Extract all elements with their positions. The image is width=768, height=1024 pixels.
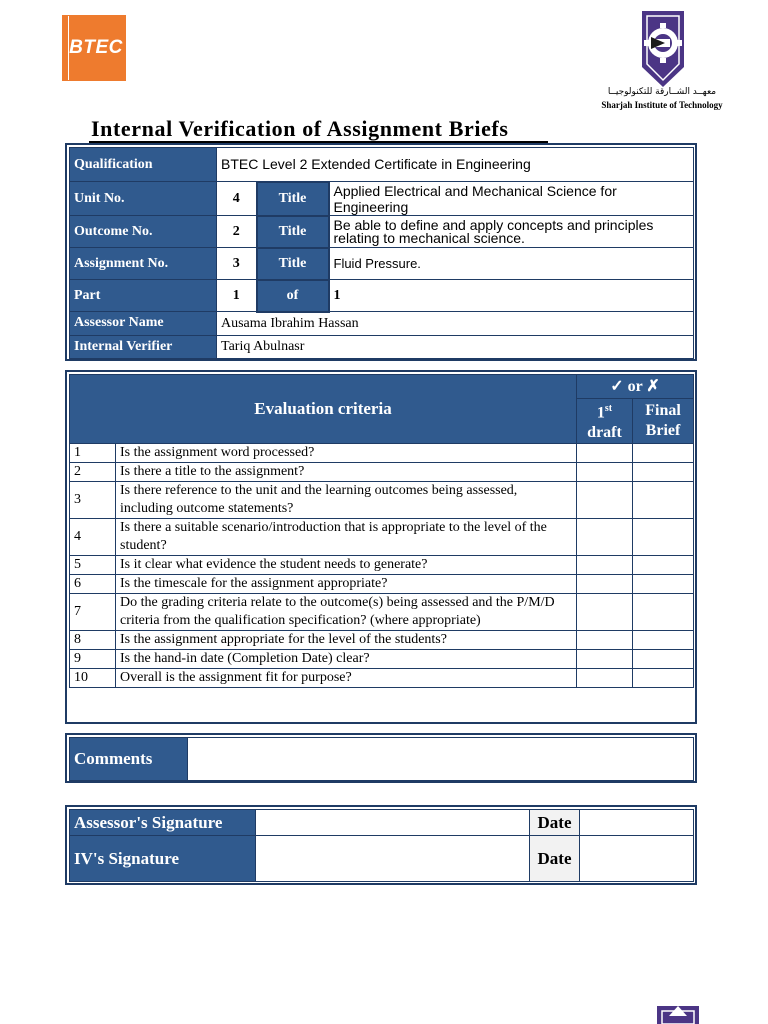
criteria-row-number: 10 <box>70 669 116 688</box>
criteria-row-question: Is there a title to the assignment? <box>116 463 577 482</box>
first-draft-cell[interactable] <box>577 444 633 463</box>
sharjah-arabic-name: معهــد الشــارقة للتكنولوجيــا <box>607 87 717 97</box>
assignment-title-label: Title <box>257 248 329 280</box>
unit-title-value: Applied Electrical and Mechanical Science for Engineering <box>329 182 694 216</box>
tick-or-cross-header: ✓ or ✗ <box>577 375 694 399</box>
criteria-row-question: Is the assignment appropriate for the level of the students? <box>116 631 577 650</box>
assignment-info-table <box>65 143 697 361</box>
assessor-value: Ausama Ibrahim Hassan <box>217 312 694 336</box>
qualification-value: BTEC Level 2 Extended Certificate in Engineering <box>217 148 694 182</box>
assessor-signature-field[interactable] <box>256 810 530 836</box>
iv-signature-label: IV's Signature <box>70 836 256 882</box>
criteria-row-question: Overall is the assignment fit for purpose? <box>116 669 577 688</box>
part-value: 1 <box>217 280 257 312</box>
final-brief-header: Final Brief <box>633 399 694 444</box>
assessor-label: Assessor Name <box>70 312 217 336</box>
final-brief-cell[interactable] <box>633 594 694 631</box>
comments-label: Comments <box>70 738 188 781</box>
btec-logo <box>62 15 126 81</box>
criteria-row-question: Do the grading criteria relate to the outcome(s) being assessed and the P/M/D criteria from the qualification specification? (where appropriate) <box>116 594 577 631</box>
comments-field[interactable] <box>188 738 694 781</box>
part-label: Part <box>70 280 217 312</box>
first-draft-header: 1st draft <box>577 399 633 444</box>
first-draft-cell[interactable] <box>577 575 633 594</box>
final-brief-cell[interactable] <box>633 482 694 519</box>
verifier-value: Tariq Abulnasr <box>217 335 694 358</box>
criteria-row-question: Is it clear what evidence the student needs to generate? <box>116 556 577 575</box>
criteria-row-number: 2 <box>70 463 116 482</box>
assignment-title-value: Fluid Pressure. <box>329 248 694 280</box>
unit-label: Unit No. <box>70 182 217 216</box>
sharjah-institute-logo <box>640 9 686 89</box>
criteria-row-question: Is the assignment word processed? <box>116 444 577 463</box>
criteria-row-number: 6 <box>70 575 116 594</box>
final-brief-cell[interactable] <box>633 669 694 688</box>
criteria-row-number: 9 <box>70 650 116 669</box>
outcome-title-value: Be able to define and apply concepts and principles relating to mechanical science. <box>329 216 694 248</box>
outcome-title-label: Title <box>257 216 329 248</box>
first-draft-cell[interactable] <box>577 650 633 669</box>
assessor-date-label: Date <box>530 810 580 836</box>
final-brief-cell[interactable] <box>633 631 694 650</box>
evaluation-criteria-table <box>65 370 697 724</box>
qualification-label: Qualification <box>70 148 217 182</box>
criteria-row-number: 7 <box>70 594 116 631</box>
final-brief-cell[interactable] <box>633 463 694 482</box>
criteria-row-number: 5 <box>70 556 116 575</box>
unit-title-label: Title <box>257 182 329 216</box>
outcome-value: 2 <box>217 216 257 248</box>
verifier-label: Internal Verifier <box>70 335 217 358</box>
criteria-row-question: Is there reference to the unit and the learning outcomes being assessed, including outcome statements? <box>116 482 577 519</box>
footer-logo-fragment <box>655 1004 701 1024</box>
criteria-row-number: 1 <box>70 444 116 463</box>
first-draft-cell[interactable] <box>577 519 633 556</box>
assignment-label: Assignment No. <box>70 248 217 280</box>
criteria-row-number: 3 <box>70 482 116 519</box>
iv-signature-field[interactable] <box>256 836 530 882</box>
criteria-row-question: Is the timescale for the assignment appropriate? <box>116 575 577 594</box>
final-brief-cell[interactable] <box>633 556 694 575</box>
criteria-row-number: 8 <box>70 631 116 650</box>
page-title: Internal Verification of Assignment Briefs <box>91 116 509 141</box>
final-brief-cell[interactable] <box>633 444 694 463</box>
comments-section <box>65 733 697 783</box>
criteria-row-number: 4 <box>70 519 116 556</box>
final-brief-cell[interactable] <box>633 519 694 556</box>
first-draft-cell[interactable] <box>577 556 633 575</box>
evaluation-header: Evaluation criteria <box>70 375 577 444</box>
assignment-value: 3 <box>217 248 257 280</box>
unit-value: 4 <box>217 182 257 216</box>
outcome-label: Outcome No. <box>70 216 217 248</box>
first-draft-cell[interactable] <box>577 482 633 519</box>
sharjah-english-name: Sharjah Institute of Technology <box>601 100 723 110</box>
criteria-row-question: Is the hand-in date (Completion Date) clear? <box>116 650 577 669</box>
signature-section <box>65 805 697 885</box>
assessor-signature-label: Assessor's Signature <box>70 810 256 836</box>
part-total: 1 <box>329 280 694 312</box>
first-draft-cell[interactable] <box>577 631 633 650</box>
iv-date-field[interactable] <box>580 836 694 882</box>
criteria-row-question: Is there a suitable scenario/introduction that is appropriate to the level of the student? <box>116 519 577 556</box>
btec-logo-text: BTEC <box>69 37 123 58</box>
final-brief-cell[interactable] <box>633 650 694 669</box>
part-of-label: of <box>257 280 329 312</box>
iv-date-label: Date <box>530 836 580 882</box>
first-draft-cell[interactable] <box>577 669 633 688</box>
first-draft-cell[interactable] <box>577 594 633 631</box>
final-brief-cell[interactable] <box>633 575 694 594</box>
assessor-date-field[interactable] <box>580 810 694 836</box>
first-draft-cell[interactable] <box>577 463 633 482</box>
